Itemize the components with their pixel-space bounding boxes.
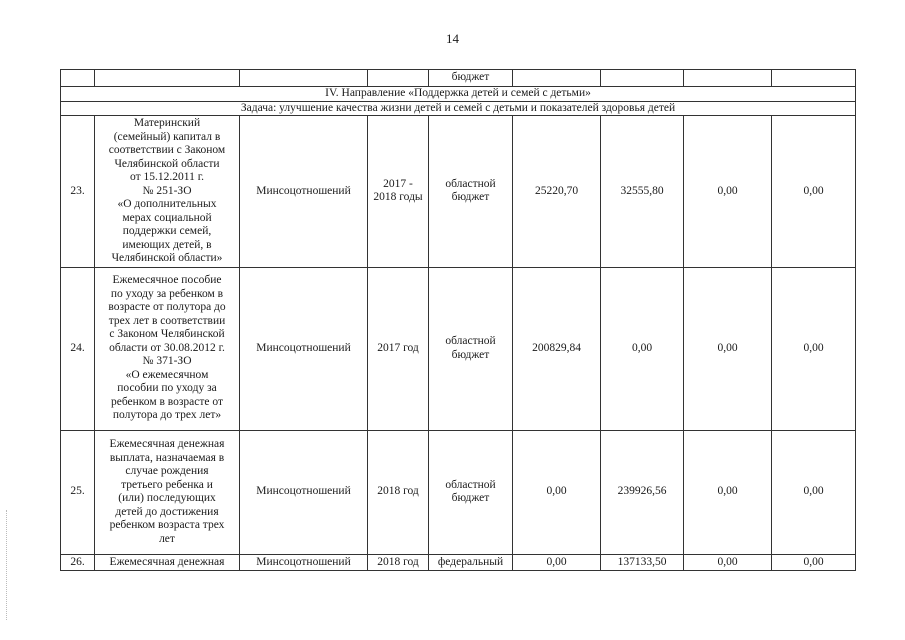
table-row-continuation [61,70,856,87]
value-4: 0,00 [772,554,856,571]
executor: Минсоцотношений [240,267,368,430]
scan-edge-mark [6,510,8,620]
measure-name-line: Ежемесячное пособие [112,274,222,287]
measure-name-line: «О ежемесячном [125,368,209,381]
measure-name-line: № 371-ЗО [142,355,192,368]
value-4: 0,00 [772,430,856,554]
measure-name-line: полутора до трех лет» [112,409,222,422]
value-2: 32555,80 [601,116,684,268]
section-title: IV. Направление «Поддержка детей и семей с детьми» [61,86,856,101]
measure-name-line: третьего ребенка и [121,478,213,491]
table-row [61,267,856,430]
measure-name-line: Челябинской области [114,157,220,170]
value-1: 0,00 [513,430,601,554]
measure-name-line: детей до достижения [115,505,219,518]
value-3: 0,00 [684,430,772,554]
period: 2017 год [368,267,429,430]
measure-name [95,267,240,430]
measure-name-line: (или) последующих [118,492,216,504]
period: 2017 - 2018 годы [368,116,429,268]
funding-source: федеральный [429,554,513,571]
cell-empty [95,70,240,87]
funding-source: областной бюджет [429,267,513,430]
measure-name-line: поддержки семей, [122,225,212,237]
measure-name-line: (семейный) капитал в [113,130,221,143]
measure-name-line: с Законом Челябинской [109,328,225,341]
period: 2018 год [368,554,429,571]
measure-name-line: соответствии с Законом [108,144,226,156]
value-2: 0,00 [601,267,684,430]
executor: Минсоцотношений [240,116,368,268]
measure-name-line: случае рождения [125,465,209,477]
measure-name-line: Материнский [133,117,201,129]
measure-name-line: лет [159,532,175,545]
measure-name-line: от 15.12.2011 г. [130,171,204,183]
measure-name-line: выплата, назначаемая в [109,451,225,464]
row-number: 25. [61,430,95,554]
cell-empty [513,70,601,87]
measure-name-line: Ежемесячная денежная [109,555,225,568]
value-1: 0,00 [513,554,601,571]
funding-source: областной бюджет [429,430,513,554]
table-row [61,430,856,554]
measures-table [60,69,856,571]
table-row [61,554,856,571]
measure-name-line: «О дополнительных [117,198,217,210]
measure-name [95,430,240,554]
measure-name [95,554,240,571]
period: 2018 год [368,430,429,554]
measure-name-line: ребенком возраста трех [109,519,225,531]
measure-name-line: мерах социальной [122,211,212,224]
measure-name-line: № 251-ЗО [142,184,192,197]
cell-empty [601,70,684,87]
value-1: 200829,84 [513,267,601,430]
value-2: 239926,56 [601,430,684,554]
cell-source: бюджет [429,70,513,87]
measure-name-line: области от 30.08.2012 г. [109,341,225,354]
measure-name-line: Ежемесячная денежная [109,438,225,450]
measure-name-line: по уходу за ребенком в [110,287,224,300]
value-2: 137133,50 [601,554,684,571]
row-number: 26. [61,554,95,571]
cell-empty [368,70,429,87]
measure-name [95,116,240,268]
value-4: 0,00 [772,267,856,430]
cell-empty [240,70,368,87]
measure-name-line: возрасте от полутора до [108,301,226,314]
measure-name-line: пособии по уходу за [117,382,217,395]
cell-empty [772,70,856,87]
table-row [61,116,856,268]
measure-name-line: имеющих детей, в [122,238,212,251]
value-1: 25220,70 [513,116,601,268]
value-4: 0,00 [772,116,856,268]
funding-source: областной бюджет [429,116,513,268]
section-row [61,86,856,101]
measure-name-line: Челябинской области» [111,252,223,264]
page-number: 14 [446,31,459,46]
row-number: 24. [61,267,95,430]
cell-empty [61,70,95,87]
task-row [61,101,856,116]
value-3: 0,00 [684,267,772,430]
cell-empty [684,70,772,87]
executor: Минсоцотношений [240,554,368,571]
executor: Минсоцотношений [240,430,368,554]
value-3: 0,00 [684,554,772,571]
measure-name-line: ребенком в возрасте от [110,395,224,408]
measure-name-line: трех лет в соответствии [108,314,226,327]
row-number: 23. [61,116,95,268]
value-3: 0,00 [684,116,772,268]
task-title: Задача: улучшение качества жизни детей и семей с детьми и показателей здоровья детей [61,101,856,116]
